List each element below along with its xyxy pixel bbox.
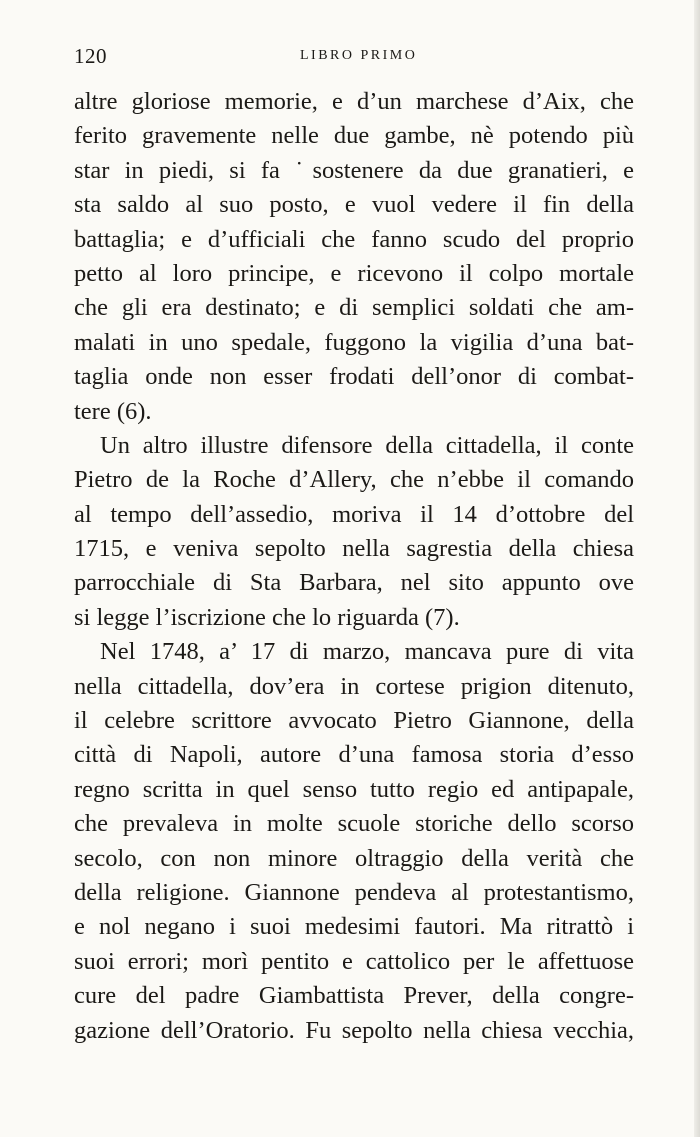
text-line: star in piedi, si fa ˙sostenere da due granatieri, e [74, 156, 634, 184]
running-head: LIBRO PRIMO [300, 48, 418, 63]
text-line: taglia onde non esser frodati dell’onor di combat- [74, 363, 634, 391]
paragraph-start-line: Un altro illustre difensore della cittadella, il conte [100, 431, 634, 459]
text-line: che prevaleva in molte scuole storiche dello scorso [74, 810, 634, 838]
text-line: si legge l’iscrizione che lo riguarda (7). [74, 603, 460, 631]
text-line: battaglia; e d’ufficiali che fanno scudo del proprio [74, 225, 634, 253]
text-line: gazione dell’Oratorio. Fu sepolto nella chiesa vecchia, [74, 1016, 634, 1044]
text-line: il celebre scrittore avvocato Pietro Giannone, della [74, 707, 634, 735]
text-line: sta saldo al suo posto, e vuol vedere il fin della [74, 191, 634, 219]
body-text [74, 85, 634, 1048]
text-line: 1715, e veniva sepolto nella sagrestia della chiesa [74, 535, 634, 563]
text-line: malati in uno spedale, fuggono la vigilia d’una bat- [74, 328, 634, 356]
text-line: parrocchiale di Sta Barbara, nel sito appunto ove [74, 569, 634, 597]
paragraph-start-line: Nel 1748, a’ 17 di marzo, mancava pure di vita [100, 638, 634, 666]
text-line: nella cittadella, dov’era in cortese prigion ditenuto, [74, 672, 634, 700]
text-line: al tempo dell’assedio, moriva il 14 d’ottobre del [74, 500, 634, 528]
page-header [74, 44, 632, 74]
text-line: e nol negano i suoi medesimi fautori. Ma ritrattò i [74, 913, 634, 941]
text-line: regno scritta in quel senso tutto regio ed antipapale, [74, 775, 634, 803]
text-line: ferito gravemente nelle due gambe, nè potendo più [74, 122, 634, 150]
page-number: 120 [74, 44, 107, 68]
text-line: della religione. Giannone pendeva al protestantismo, [74, 878, 634, 906]
text-line: secolo, con non minore oltraggio della verità che [74, 844, 634, 872]
text-line: tere (6). [74, 397, 152, 425]
page-edge [694, 0, 700, 1137]
text-line: altre gloriose memorie, e d’un marchese d’Aix, che [74, 88, 634, 115]
text-line: cure del padre Giambattista Prever, della congre- [74, 982, 634, 1010]
text-line: suoi errori; morì pentito e cattolico per le affettuose [74, 947, 634, 975]
text-line: città di Napoli, autore d’una famosa storia d’esso [74, 741, 634, 769]
text-line: petto al loro principe, e ricevono il colpo mortale [74, 259, 634, 287]
text-line: Pietro de la Roche d’Allery, che n’ebbe il comando [74, 466, 634, 494]
text-line: che gli era destinato; e di semplici soldati che am- [74, 294, 634, 322]
